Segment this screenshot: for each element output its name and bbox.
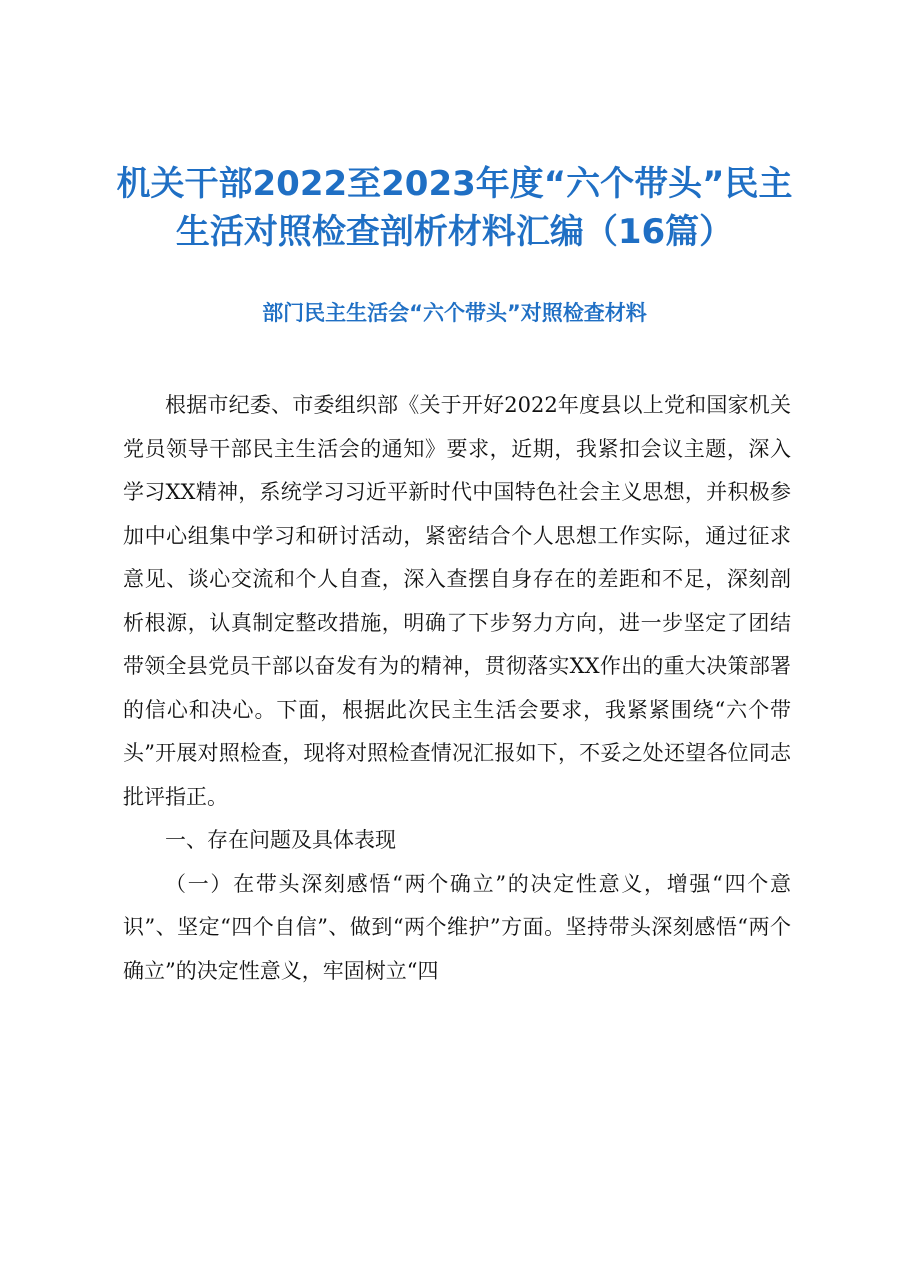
body-paragraph-item-1: （一）在带头深刻感悟“两个确立”的决定性意义，增强“四个意识”、坚定“四个自信”、做到“两个维护”方面。坚持带头深刻感悟“两个确立”的决定性意义，牢固树立“四 — [123, 871, 791, 983]
document-body — [123, 384, 791, 993]
body-heading-problems: 一、存在问题及具体表现 — [165, 828, 396, 852]
document-title-line-1: 机关干部2022至2023年度“六个带头”民主 — [116, 164, 793, 204]
document-title-line-2: 生活对照检查剖析材料汇编（16篇） — [175, 212, 734, 252]
section-title: 部门民主生活会“六个带头”对照检查材料 — [262, 301, 647, 325]
document-title — [60, 160, 849, 256]
body-paragraph-intro: 根据市纪委、市委组织部《关于开好2022年度县以上党和国家机关党员领导干部民主生活会的通知》要求，近期，我紧扣会议主题，深入学习XX精神，系统学习习近平新时代中国特色社会主义思想，并积极参加中心组集中学习和研讨活动，紧密结合个人思想工作实际，通过征求意见、谈心交流和个人自查，深入查摆自身存在的差距和不足，深刻剖析根源，认真制定整改措施，明确了下步努力方向，进一步坚定了团结带领全县党员干部以奋发有为的精神，贯彻落实XX作出的重大决策部署的信心和决心。下面，根据此次民主生活会要求，我紧紧围绕“六个带头”开展对照检查，现将对照检查情况汇报如下，不妥之处还望各位同志批评指正。 — [123, 393, 791, 809]
